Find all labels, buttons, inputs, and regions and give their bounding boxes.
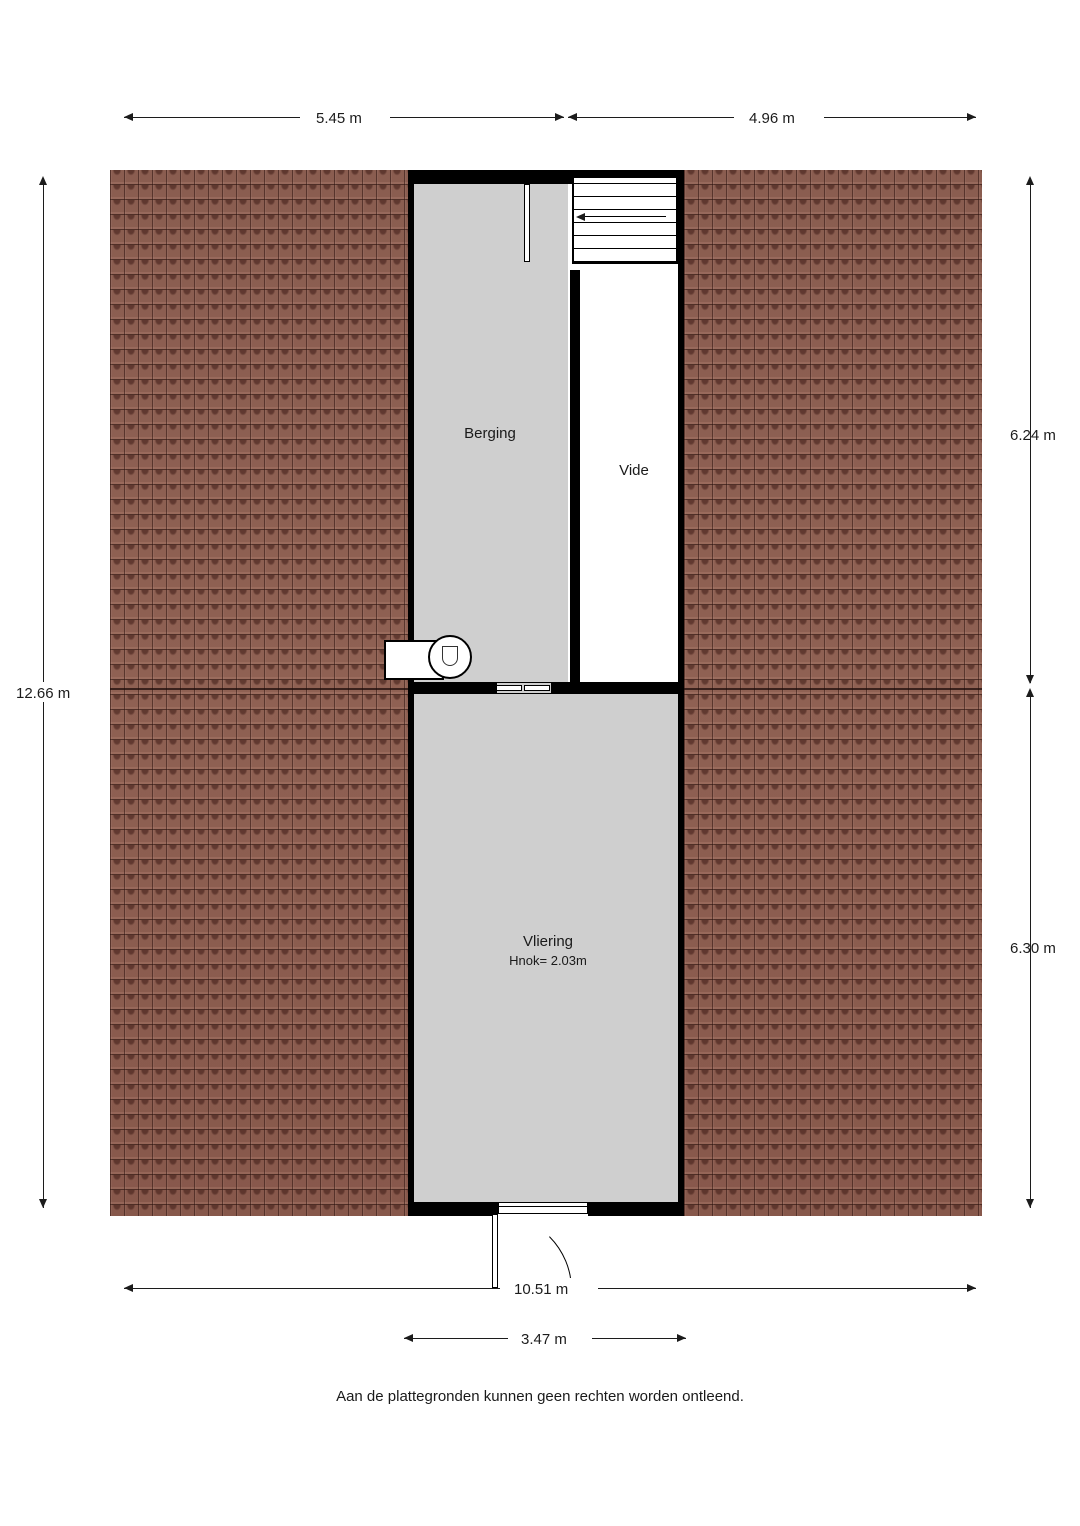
arrow-down-icon [1026,1199,1034,1208]
dimension-bottom-total-label: 10.51 m [514,1281,569,1298]
stairs-direction-arrow-icon [576,213,585,221]
arrow-left-icon [568,113,577,121]
door-threshold-bottom [498,1206,588,1207]
building-outline [110,170,982,1216]
dimension-top-right-label: 4.96 m [749,110,795,127]
stairs-direction-line [580,216,666,217]
disclaimer-text: Aan de plattegronden kunnen geen rechten worden ontleend. [336,1388,744,1405]
room-sublabel-vliering: Hnok= 2.03m [509,953,587,968]
room-label-vide: Vide [619,462,649,479]
arrow-right-icon [555,113,564,121]
arrow-right-icon [967,1284,976,1292]
roof-right [684,170,982,1216]
room-label-berging: Berging [464,425,516,442]
roof-ridge-left [110,688,408,690]
wall-bottom-left-segment [408,1202,498,1216]
door-opening-bottom [498,1202,588,1214]
door-panel-mid-a [496,685,522,691]
arrow-left-icon [404,1334,413,1342]
dimension-right-lower-label: 6.30 m [1010,940,1056,957]
stairs-icon [572,176,678,264]
arrow-up-icon [1026,176,1034,185]
arrow-right-icon [967,113,976,121]
arrow-left-icon [124,113,133,121]
wall-top-left-segment [408,170,572,184]
arrow-left-icon [124,1284,133,1292]
fixture-sink-detail [442,646,458,666]
dimension-left-total-label: 12.66 m [16,685,71,702]
arrow-right-icon [677,1334,686,1342]
dimension-right-upper-label: 6.24 m [1010,427,1056,444]
wall-bottom-right-segment [588,1202,684,1216]
roof-ridge-right [684,688,982,690]
arrow-down-icon [39,1199,47,1208]
roof-left [110,170,408,1216]
door-panel-mid-b [524,685,550,691]
wall-berging-vide-partition [570,270,580,690]
arrow-down-icon [1026,675,1034,684]
arrow-up-icon [1026,688,1034,697]
room-label-vliering: Vliering [522,933,574,950]
dimension-top-left-label: 5.45 m [316,110,362,127]
arrow-up-icon [39,176,47,185]
dimension-bottom-inner-label: 3.47 m [521,1331,567,1348]
